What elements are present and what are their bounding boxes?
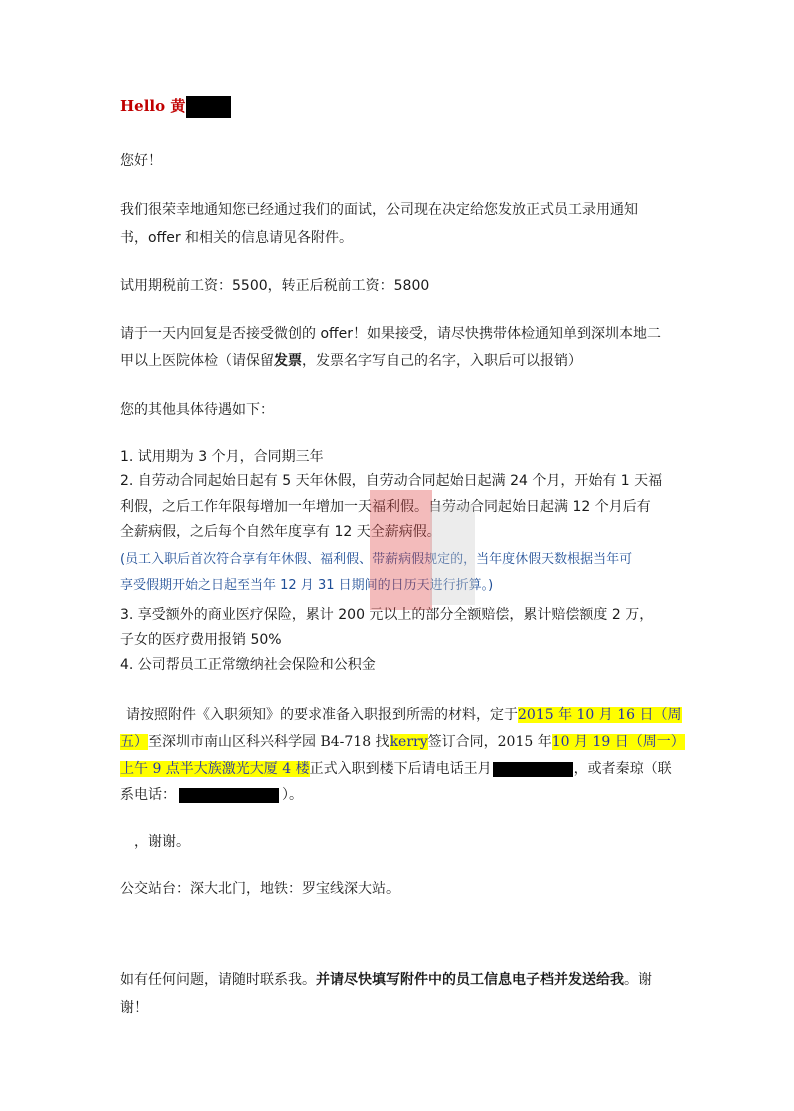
closing-line-1 [120,971,652,989]
onboard-date2-highlight: 10 月 19 日（周一） [551,734,685,750]
benefit-note-line-2: 享受假期开始之日起至当年 12 月 31 日期间的日历天进行折算。) [120,578,494,593]
closing-bold: 并请尽快填写附件中的员工信息电子档并发送给我 [316,972,624,988]
onboard-date-highlight: 2015 年 10 月 16 日（周 [518,707,682,723]
onboard-kerry-highlight: kerry [389,734,428,750]
onboard-line-1 [126,706,682,724]
thanks-line: ，谢谢。 [134,834,190,850]
salutation: 您好！ [120,153,162,169]
benefit-note-line-1: (员工入职后首次符合享有年休假、福利假、带薪病假规定的，当年度休假天数根据当年可 [120,552,633,567]
onboard-text-3b: ，或者秦琼（联 [573,761,672,777]
onboard-text-4b: ）。 [282,787,303,803]
benefit-item-2-line-1: 2. 自劳动合同起始日起有 5 天年休假，自劳动合同起始日起满 24 个月，开始有 1 天福 [120,473,663,489]
benefit-item-2-line-2: 利假，之后工作年限每增加一年增加一天福利假。自劳动合同起始日起满 12 个月后有 [120,499,651,515]
onboard-time-place-highlight: 上午 9 点半大族激光大厦 4 楼 [120,761,310,777]
closing-text-b: 。谢 [624,972,652,988]
greeting-surname: 黄 [170,97,186,115]
onboard-line-2 [120,733,685,751]
salary-line: 试用期税前工资：5500，转正后税前工资：5800 [120,278,430,294]
intro-line-1: 我们很荣幸地通知您已经通过我们的面试，公司现在决定给您发放正式员工录用通知 [120,202,638,218]
redacted-name [186,96,231,118]
closing-line-2: 谢！ [120,1000,148,1016]
benefit-item-2-line-3: 全薪病假，之后每个自然年度享有 12 天全薪病假。 [120,524,441,540]
onboard-text-4a: 系电话： [120,787,176,803]
benefit-item-3-line-2: 子女的医疗费用报销 50% [120,632,282,648]
benefit-item-4: 4. 公司帮员工正常缴纳社会保险和公积金 [120,657,376,673]
intro-line-2: 书，offer 和相关的信息请见各附件。 [120,230,354,246]
onboard-text-2b: 签订合同，2015 年 [427,734,552,750]
benefits-intro: 您的其他具体待遇如下： [120,402,274,418]
onboard-line-4 [120,786,303,804]
closing-text-a: 如有任何问题，请随时联系我。 [120,972,316,988]
watermark-shadow [430,505,475,605]
onboard-text-2a: 至深圳市南山区科兴科学园 B4-718 找 [148,734,390,750]
redacted-phone-2 [179,788,279,803]
benefit-item-3-line-1: 3. 享受额外的商业医疗保险，累计 200 元以上的部分全额赔偿，累计赔偿额度 2 万， [120,607,654,623]
greeting-hello: Hello [120,97,166,115]
watermark-logo [370,490,432,610]
onboard-weekday-highlight: 五） [120,734,148,750]
onboard-line-3 [120,760,672,778]
onboard-text-3a: 正式入职到楼下后请电话王月 [309,761,492,777]
greeting-line [120,96,231,116]
reply-line-1: 请于一天内回复是否接受微创的 offer！如果接受，请尽快携带体检通知单到深圳本地二 [120,326,662,342]
redacted-phone-1 [493,762,573,777]
onboard-text-1a: 请按照附件《入职须知》的要求准备入职报到所需的材料，定于 [126,707,518,723]
reply-text-a: 甲以上医院体检（请保留 [120,353,274,369]
transport-line: 公交站台：深大北门，地铁：罗宝线深大站。 [120,881,400,897]
benefit-item-1: 1. 试用期为 3 个月，合同期三年 [120,449,324,465]
reply-bold-invoice: 发票 [274,353,302,369]
reply-text-b: ，发票名字写自己的名字，入职后可以报销） [302,353,582,369]
reply-line-2 [120,352,582,370]
